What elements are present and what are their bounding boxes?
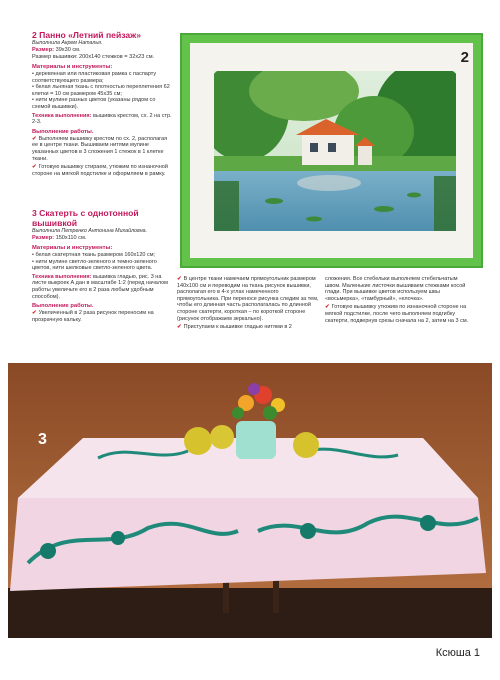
section2-material-3: • нити мулине разных цветов (указаны рядом со схемой вышивки). (32, 97, 156, 110)
section2-text (32, 30, 174, 177)
section2-work-head: Выполнение работы. (32, 128, 94, 135)
check-icon: ✔ (177, 276, 182, 282)
section3-materials-head: Материалы и инструменты: (32, 245, 113, 251)
section2-work-1: ✔ Выполняем вышивку крестом по сх. 2, располагая ее в центре ткани. Вышиваем нитями мулине указанных цветов в 3 сложения 1 стежок в 1 клетке ткани. (32, 135, 168, 162)
landscape-illustration (214, 71, 456, 231)
page-footer: Ксюша 1 (435, 647, 480, 659)
section3-author: Выполнила Петренко Антонина Михайловна. (32, 228, 148, 234)
framed-embroidery-photo (180, 33, 483, 268)
check-icon: ✔ (32, 135, 37, 142)
tablecloth-photo (8, 363, 492, 638)
section3-material-2: • нити мулине светло-зеленого и темно-зеленого цветов, нити шелковые светло-зеленого цвета. (32, 258, 157, 272)
section3-text (32, 208, 174, 323)
section2-materials-head: Материалы и инструменты: (32, 64, 113, 70)
section3-work-col3-2: ✔ Готовую вышивку утюжим по изнаночной стороне на мягкой подстилке, после чего выполняем подгибку скатерти, подвернув срезы сначала на 2, затем на 3 см. (325, 304, 469, 324)
section3-title-1: 3 Скатерть с однотонной (32, 208, 139, 218)
section3-material-1: • белая скатертная ткань размером 160х120 см; (32, 252, 156, 258)
section3-work-head: Выполнение работы. (32, 303, 94, 310)
section3-col2 (177, 276, 322, 331)
section3-col3 (325, 276, 471, 324)
section3-work-col3-1: сложения. Все стебельки выполняем стебельчатым швом. Маленькие листочки вышиваем стежками косой глади. При вышивке цветов используем швы «восьмерка», «тамбурный», «елочка». (325, 276, 466, 302)
section3-title-2: вышивкой (32, 218, 78, 228)
section3-work-col2-2: ✔ Приступаем к вышивке гладью нитями в 2 (177, 324, 292, 331)
check-icon: ✔ (177, 324, 182, 331)
landscape-embroidery-image (214, 71, 456, 231)
section3-technique: Техника выполнения: вышивка гладью, рис. 3 на листе выкроек А дан в масштабе 1:2 (перед началом работы увеличьте его в 2 раза любым удобным способом). (32, 273, 168, 300)
section2-title: 2 Панно «Летний пейзаж» (32, 30, 142, 40)
section2-material-2: • белая льняная ткань с плотностью переплетения 62 клетки = 10 см размером 45х35 см; (32, 84, 170, 97)
check-icon: ✔ (325, 304, 330, 311)
check-icon: ✔ (32, 164, 37, 171)
figure-number-3: 3 (38, 431, 47, 448)
section2-author: Выполнила Акрем Наталья. (32, 40, 103, 46)
check-icon: ✔ (32, 310, 37, 317)
section3-work-col2-1: ✔ В центре ткани намечаем прямоугольник размером 140х100 см и переводим на ткань рисунок вышивки, располагая его в 4-х углах намеченного прямоугольника. При переносе рисунка следим за тем, чтобы его длинная часть располагалась по длинной стороне скатерти, короткая – по короткой стороне (рисунок отображаем зеркально). (177, 276, 319, 322)
figure-number-2: 2 (460, 49, 469, 66)
section2-technique: Техника выполнения: вышивка крестом, сх. 2 на стр. 2-3. (32, 112, 172, 126)
section2-embroidery-size: Размер вышивки: 200х140 стежков = 32х23 см. (32, 54, 155, 60)
tablecloth-illustration (8, 363, 492, 638)
section2-work-2: ✔ Готовую вышивку стираем, утюжим по изнаночной стороне на мягкой подстилке и оформляем в рамку. (32, 164, 168, 177)
passe-partout (190, 43, 473, 258)
section3-work-col1: ✔ Увеличенный в 2 раза рисунок переносим на прозрачную кальку. (32, 310, 154, 323)
section2-size: Размер: 39х30 см. (32, 47, 81, 53)
section2-material-1: • деревянная или пластиковая рамка с паспарту соответствующего размера; (32, 71, 157, 84)
section3-size: Размер: 150х110 см. (32, 235, 87, 241)
